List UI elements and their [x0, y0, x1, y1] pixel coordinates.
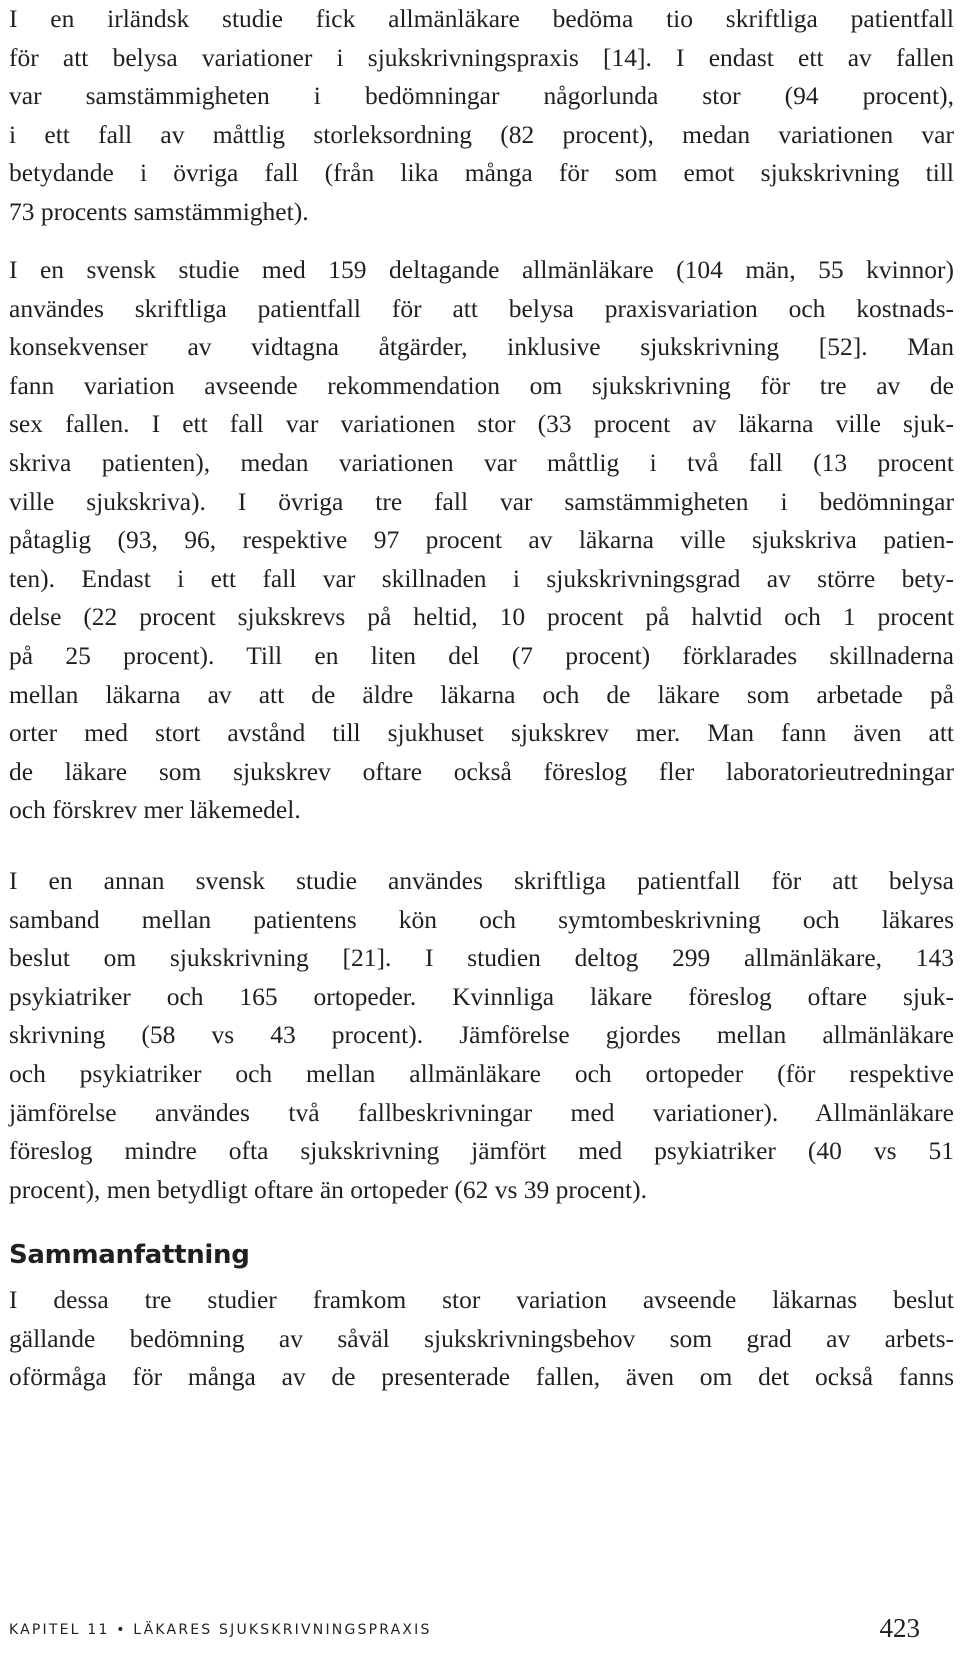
text-line: gällande bedömning av såväl sjukskrivningsbehov som grad av arbets-	[9, 1323, 954, 1353]
text-line: oförmåga för många av de presenterade fallen, även om det också fanns	[9, 1362, 954, 1392]
text-line: skriva patienten), medan variationen var måttlig i två fall (13 procent	[9, 447, 954, 477]
text-line: 73 procents samstämmighet).	[9, 196, 309, 226]
text-line: påtaglig (93, 96, respektive 97 procent av läkarna ville sjukskriva patien-	[9, 525, 954, 555]
text-line: jämförelse användes två fallbeskrivningar med variationer). Allmänläkare	[9, 1097, 954, 1127]
paragraph-swedish-study-gender	[9, 862, 954, 1209]
text-line: och förskrev mer läkemedel.	[9, 795, 301, 825]
text-line: sex fallen. I ett fall var variationen stor (33 procent av läkarna ville sjuk-	[9, 409, 954, 439]
text-line: ville sjukskriva). I övriga tre fall var samstämmigheten i bedömningar	[9, 486, 954, 516]
text-line: samband mellan patientens kön och symtombeskrivning och läkares	[9, 904, 954, 934]
text-line: de läkare som sjukskrev oftare också föreslog fler laboratorieutredningar	[9, 756, 954, 786]
running-footer: KAPITEL 11 • LÄKARES SJUKSKRIVNINGSPRAXIS	[9, 1622, 432, 1638]
text-line: delse (22 procent sjukskrevs på heltid, 10 procent på halvtid och 1 procent	[9, 602, 954, 632]
paragraph-irish-study	[9, 0, 954, 232]
text-line: fann variation avseende rekommendation om sjukskrivning för tre av de	[9, 370, 954, 400]
text-line: betydande i övriga fall (från lika många för som emot sjukskrivning till	[9, 158, 954, 188]
text-line: psykiatriker och 165 ortopeder. Kvinnliga läkare föreslog oftare sjuk-	[9, 981, 954, 1011]
text-line: I en svensk studie med 159 deltagande allmänläkare (104 män, 55 kvinnor)	[9, 255, 954, 284]
text-line: I en annan svensk studie användes skriftliga patientfall för att belysa	[9, 866, 954, 895]
text-line: I en irländsk studie fick allmänläkare bedöma tio skriftliga patientfall	[9, 4, 954, 33]
text-line: beslut om sjukskrivning [21]. I studien deltog 299 allmänläkare, 143	[9, 943, 954, 973]
text-line: för att belysa variationer i sjukskrivningspraxis [14]. I endast ett av fallen	[9, 42, 954, 72]
text-line: var samstämmigheten i bedömningar någorlunda stor (94 procent),	[9, 81, 954, 111]
text-line: användes skriftliga patientfall för att belysa praxisvariation och kostnads-	[9, 293, 954, 323]
text-line: skrivning (58 vs 43 procent). Jämförelse gjordes mellan allmänläkare	[9, 1020, 954, 1050]
paragraph-swedish-study-159	[9, 251, 954, 830]
text-line: i ett fall av måttlig storleksordning (82 procent), medan variationen var	[9, 119, 954, 149]
text-line: konsekvenser av vidtagna åtgärder, inklusive sjukskrivning [52]. Man	[9, 332, 954, 362]
text-line: mellan läkarna av att de äldre läkarna och de läkare som arbetade på	[9, 679, 954, 709]
text-line: på 25 procent). Till en liten del (7 procent) förklarades skillnaderna	[9, 640, 954, 670]
text-line: procent), men betydligt oftare än ortopeder (62 vs 39 procent).	[9, 1174, 647, 1204]
text-line: ten). Endast i ett fall var skillnaden i sjukskrivningsgrad av större bety-	[9, 563, 954, 593]
text-line: och psykiatriker och mellan allmänläkare och ortopeder (för respektive	[9, 1058, 954, 1088]
section-heading: Sammanfattning	[9, 1240, 250, 1270]
text-line: orter med stort avstånd till sjukhuset sjukskrev mer. Man fann även att	[9, 718, 954, 748]
page-number: 423	[879, 1613, 920, 1643]
text-line: I dessa tre studier framkom stor variation avseende läkarnas beslut	[9, 1285, 954, 1314]
paragraph-summary	[9, 1281, 954, 1397]
text-line: föreslog mindre ofta sjukskrivning jämfört med psykiatriker (40 vs 51	[9, 1136, 954, 1166]
